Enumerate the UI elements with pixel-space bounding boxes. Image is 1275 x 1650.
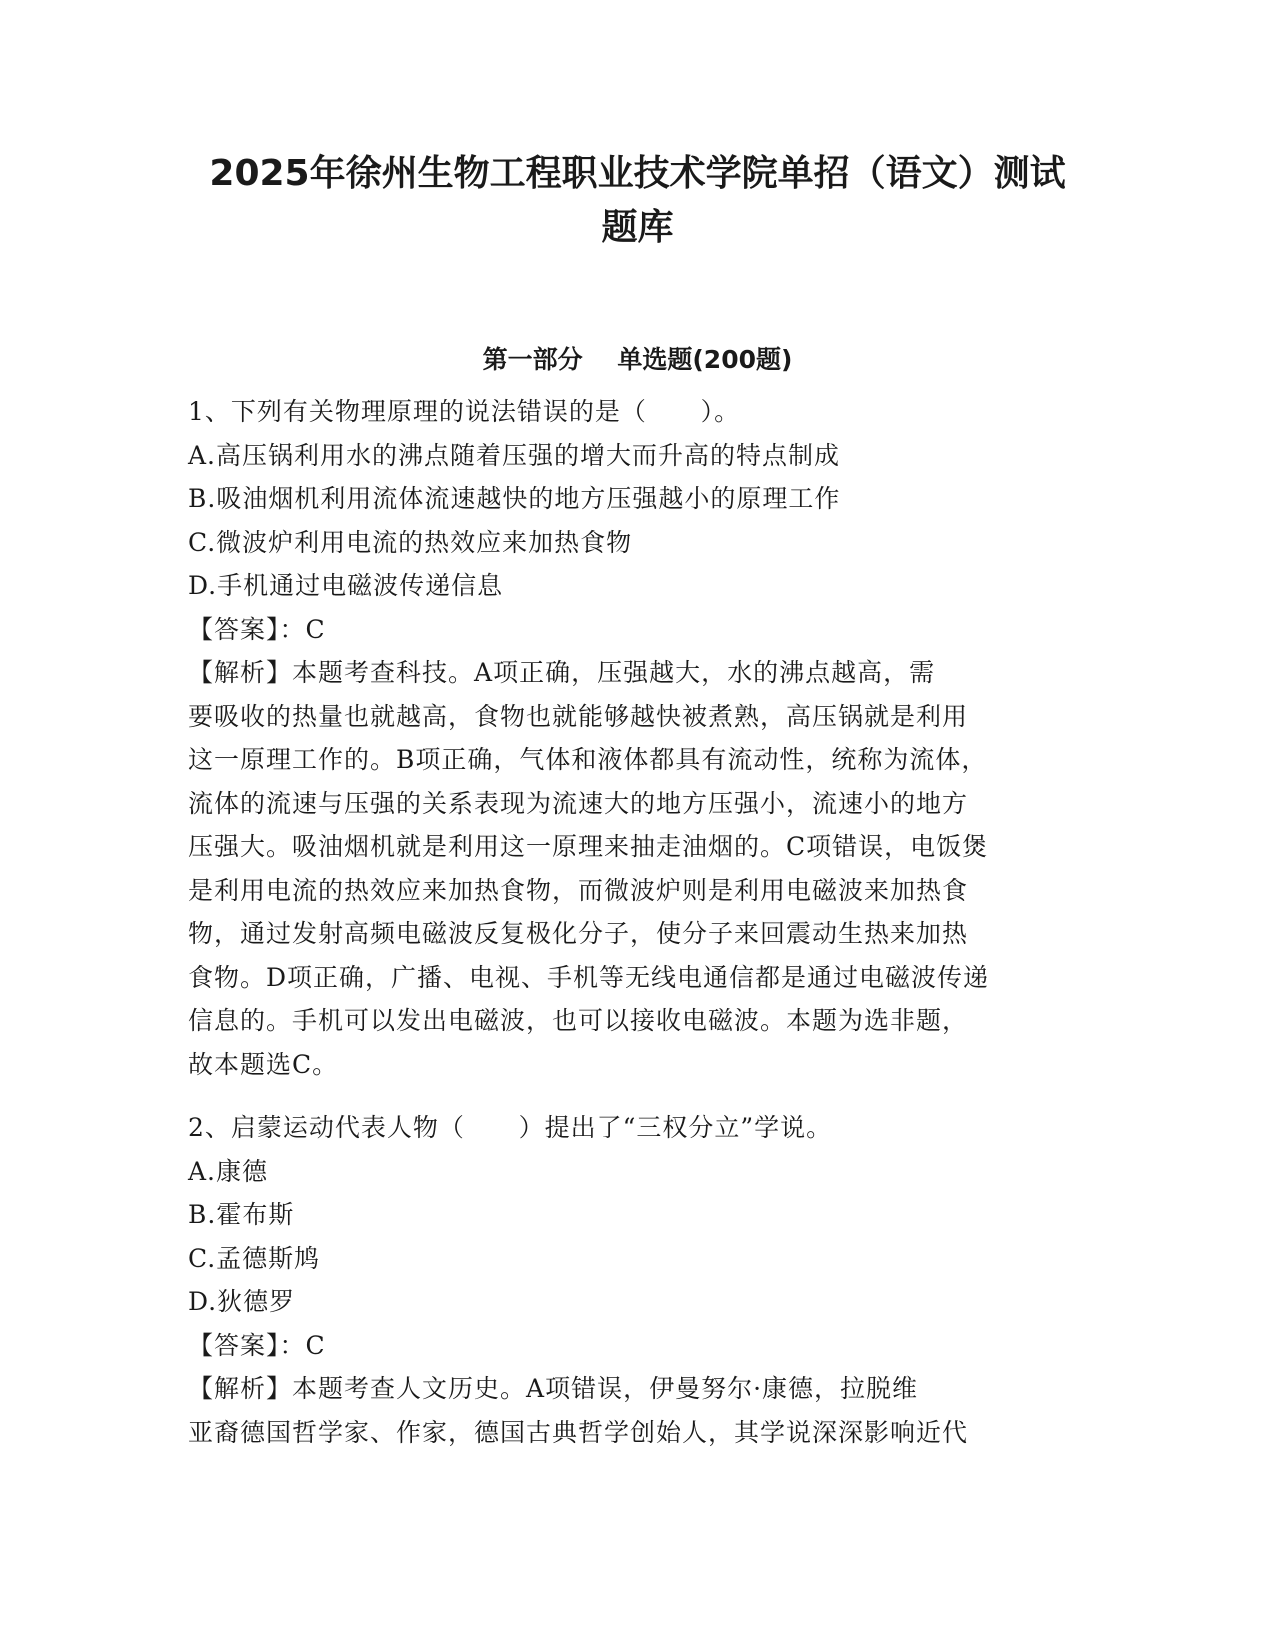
explanation-line: 亚裔德国哲学家、作家，德国古典哲学创始人，其学说深深影响近代 — [188, 1417, 969, 1447]
question-2 — [188, 1106, 1088, 1454]
question-stem: 2、启蒙运动代表人物（ ）提出了“三权分立”学说。 — [188, 1113, 833, 1142]
answer-line — [188, 1324, 1088, 1368]
question-list — [188, 390, 1088, 1454]
explanation-text: 本题考查科技。A项正确，压强越大，水的沸点越高，需 — [292, 658, 936, 687]
explanation-line: 信息的。手机可以发出电磁波，也可以接收电磁波。本题为选非题， — [188, 1006, 969, 1035]
answer-label: 【答案】： — [188, 1330, 306, 1360]
question-1 — [188, 390, 1088, 1086]
explanation-line — [188, 1367, 1088, 1411]
explanation-line: 压强大。吸油烟机就是利用这一原理来抽走油烟的。C项错误，电饭煲 — [188, 832, 989, 861]
explanation-line: 食物。D项正确，广播、电视、手机等无线电通信都是通过电磁波传递 — [188, 962, 990, 992]
answer-value: C — [305, 1330, 326, 1360]
option-c: C.孟德斯鸠 — [188, 1243, 321, 1273]
option-d: D.狄德罗 — [188, 1287, 296, 1316]
section-title: 第一部分 单选题(200题) — [482, 345, 793, 374]
option-b: B.吸油烟机利用流体流速越快的地方压强越小的原理工作 — [188, 484, 841, 513]
option-a: A.高压锅利用水的沸点随着压强的增大而升高的特点制成 — [188, 440, 841, 470]
option-b: B.霍布斯 — [188, 1200, 295, 1229]
answer-line — [188, 608, 1088, 652]
explanation-line — [188, 651, 1088, 695]
explanation-label: 【解析】 — [188, 1374, 293, 1403]
explanation-label: 【解析】 — [188, 658, 293, 687]
option-c: C.微波炉利用电流的热效应来加热食物 — [188, 527, 633, 557]
explanation-line: 要吸收的热量也就越高，食物也就能够越快被煮熟，高压锅就是利用 — [188, 701, 969, 731]
answer-value: C — [305, 614, 326, 644]
document-title-line-1: 2025年徐州生物工程职业技术学院单招（语文）测试 — [209, 153, 1066, 194]
explanation-line: 物，通过发射高频电磁波反复极化分子，使分子来回震动生热来加热 — [188, 919, 969, 948]
option-a: A.康德 — [188, 1156, 269, 1186]
explanation-line: 流体的流速与压强的关系表现为流速大的地方压强小，流速小的地方 — [188, 788, 969, 818]
explanation-line: 是利用电流的热效应来加热食物，而微波炉则是利用电磁波来加热食 — [188, 875, 969, 905]
option-d: D.手机通过电磁波传递信息 — [188, 571, 504, 600]
explanation-line: 这一原理工作的。B项正确，气体和液体都具有流动性，统称为流体， — [188, 745, 988, 774]
document-title-line-2: 题库 — [601, 207, 674, 248]
explanation-text: 本题考查人文历史。A项错误，伊曼努尔·康德，拉脱维 — [292, 1374, 919, 1403]
question-stem: 1、下列有关物理原理的说法错误的是（ ）。 — [188, 397, 741, 426]
explanation-line: 故本题选C。 — [188, 1049, 339, 1079]
answer-label: 【答案】： — [188, 614, 306, 644]
